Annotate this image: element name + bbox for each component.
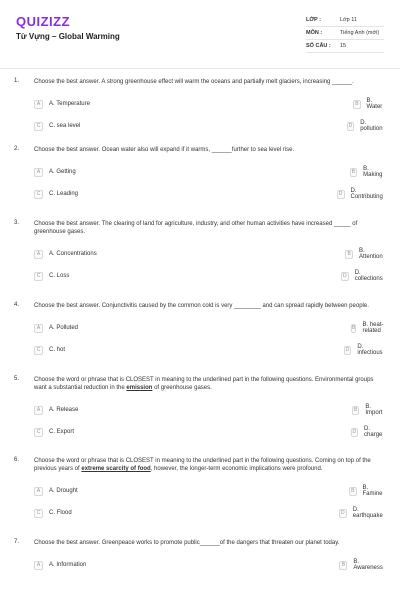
underlined-phrase: emission [126,385,153,391]
option-text: A. Temperature [49,101,90,107]
option-letter-box: B [352,406,359,415]
answer-option-d[interactable] [182,344,384,356]
option-text: C. Flood [49,510,72,516]
option-letter-box: B [339,561,347,570]
answer-option-a[interactable] [34,166,188,178]
answer-option-a[interactable] [34,404,190,416]
option-letter-box: C [34,272,43,281]
quizizz-logo: QUIZIZZ [16,14,71,29]
question-2 [14,146,384,200]
answer-option-b[interactable] [187,485,384,497]
answer-options [34,98,384,132]
option-letter-box: D [341,272,349,281]
question-text: Choose the word or phrase that is CLOSEST in meaning to the underlined part in the following questions. Environmental groups want a substantial reduction in the emission of greenhouse gases. [34,377,374,391]
option-letter-box: D [337,190,345,199]
meta-label: LỚP : [306,17,321,23]
answer-option-c[interactable] [34,120,185,132]
option-row [34,559,384,571]
question-number: 2. [14,146,20,152]
option-letter-box: D [344,346,352,355]
meta-label: MÔN : [306,30,323,36]
question-number: 4. [14,302,20,308]
answer-options [34,485,384,519]
question-5 [14,376,384,438]
option-row [34,248,384,260]
option-letter-box: C [34,190,43,199]
option-text: D. infectious [357,344,383,356]
answer-option-d[interactable] [175,188,384,200]
option-text: B. Import [365,404,383,416]
answer-option-c[interactable] [34,270,179,282]
answer-options [34,166,384,200]
option-text: C. Leading [49,191,79,197]
answer-option-a[interactable] [34,322,189,334]
option-row [34,120,384,132]
option-letter-box: D [352,429,357,435]
answer-option-d[interactable] [177,507,384,519]
option-letter-box: D [348,123,353,129]
question-text: Choose the best answer. A strong greenhouse effect will warm the oceans and partially melt glaciers, increasing ______. [34,79,354,85]
question-number: 5. [14,376,20,382]
option-row [34,188,384,200]
option-letter-box: A [34,406,43,415]
answer-option-c[interactable] [34,507,177,519]
option-text: B. Making [363,166,383,178]
option-row [34,270,384,282]
option-letter-box: A [34,250,43,259]
answer-option-c[interactable] [34,344,182,356]
option-text: B. Famine [362,485,383,497]
header-divider [0,68,400,69]
question-1 [14,78,384,132]
option-row [34,404,384,416]
option-letter-box: A [34,324,43,333]
answer-option-b[interactable] [191,98,384,110]
answer-option-b[interactable] [177,559,384,571]
option-text: C. sea level [49,123,81,129]
option-text: D. earthquake [352,507,383,519]
option-letter-box: B [351,325,356,331]
answer-option-d[interactable] [185,120,384,132]
answer-option-d[interactable] [189,426,384,438]
meta-value: 15 [340,43,347,49]
question-text: Choose the best answer. Conjunctivitis caused by the common cold is very ________ and can spread rapidly between people. [34,303,369,309]
page-title: Từ Vựng – Global Warming [16,32,120,41]
option-row [34,485,384,497]
option-text: C. hot [49,347,66,353]
option-letter-box: C [34,428,43,437]
option-row [34,344,384,356]
option-text: A. Polluted [49,325,79,331]
option-row [34,507,384,519]
option-letter-box: A [34,561,43,570]
answer-option-c[interactable] [34,188,175,200]
answer-option-a[interactable] [34,248,183,260]
option-letter-box: B [355,101,359,107]
question-number: 3. [14,220,20,226]
question-text: Choose the best answer. Greenpeace works to promote public______of the dangers that threaten our planet today. [34,540,340,546]
answer-option-b[interactable] [190,404,384,416]
answer-option-b[interactable] [188,166,384,178]
option-letter-box: A [34,168,43,177]
option-text: D. Contributing [350,188,383,200]
question-3 [14,220,384,282]
option-text: B. Awareness [353,559,383,571]
answer-options [34,559,384,571]
question-number: 7. [14,539,20,545]
option-text: B. Attention [359,248,383,260]
answer-option-a[interactable] [34,485,187,497]
option-text: D. charge [364,426,383,438]
option-text: B. heat-related [362,322,384,334]
option-text: A. Concentrations [49,251,97,257]
option-letter-box: C [34,509,43,518]
question-number: 6. [14,457,20,463]
meta-label: SỐ CÂU : [306,43,331,49]
meta-value: Lớp 11 [340,17,357,23]
question-7 [14,539,384,571]
question-text: Choose the best answer. The clearing of land for agriculture, industry, and other human activities have increased _____ of greenhouse gases. [34,221,358,235]
meta-value: Tiếng Anh (mới) [340,30,380,36]
document-header [16,12,384,58]
answer-options [34,322,384,356]
answer-option-b[interactable] [183,248,384,260]
answer-options [34,248,384,282]
option-row [34,426,384,438]
option-text: A. Release [49,407,79,413]
option-text: A. Information [49,562,87,568]
option-row [34,98,384,110]
question-list [14,78,384,581]
option-text: C. Loss [49,273,70,279]
meta-subject-row [306,27,384,40]
option-letter-box: C [34,122,43,131]
question-number: 1. [14,78,20,84]
option-letter-box: A [34,487,43,496]
answer-option-b[interactable] [189,322,384,334]
option-text: A. Getting [49,169,76,175]
option-letter-box: B [350,168,357,177]
meta-class-row [306,14,384,27]
option-letter-box: D [339,509,347,518]
question-text: Choose the word or phrase that is CLOSEST in meaning to the underlined part in the following questions. Coming on top of the previous years of extreme scarcity of food, however, the longer-term economic implications were profound. [34,458,371,472]
option-row [34,322,384,334]
meta-count-row [306,40,384,53]
answer-option-c[interactable] [34,426,189,438]
answer-option-d[interactable] [179,270,384,282]
option-row [34,166,384,178]
meta-table [306,14,384,53]
option-letter-box: B [349,487,357,496]
option-letter-box: A [34,100,43,109]
question-6 [14,457,384,519]
answer-option-a[interactable] [34,559,177,571]
option-text: C. Export [49,429,75,435]
question-text: Choose the best answer. Ocean water also will expand if it warms, ______further to sea level rise. [34,147,295,153]
question-4 [14,302,384,356]
underlined-phrase: extreme scarcity of food [81,466,151,472]
option-text: D. collections [354,270,383,282]
option-text: B. Water [366,98,383,110]
answer-option-a[interactable] [34,98,191,110]
option-text: D. pollution [360,120,383,132]
option-letter-box: C [34,346,43,355]
option-text: A. Drought [49,488,78,494]
answer-options [34,404,384,438]
option-letter-box: B [345,250,353,259]
